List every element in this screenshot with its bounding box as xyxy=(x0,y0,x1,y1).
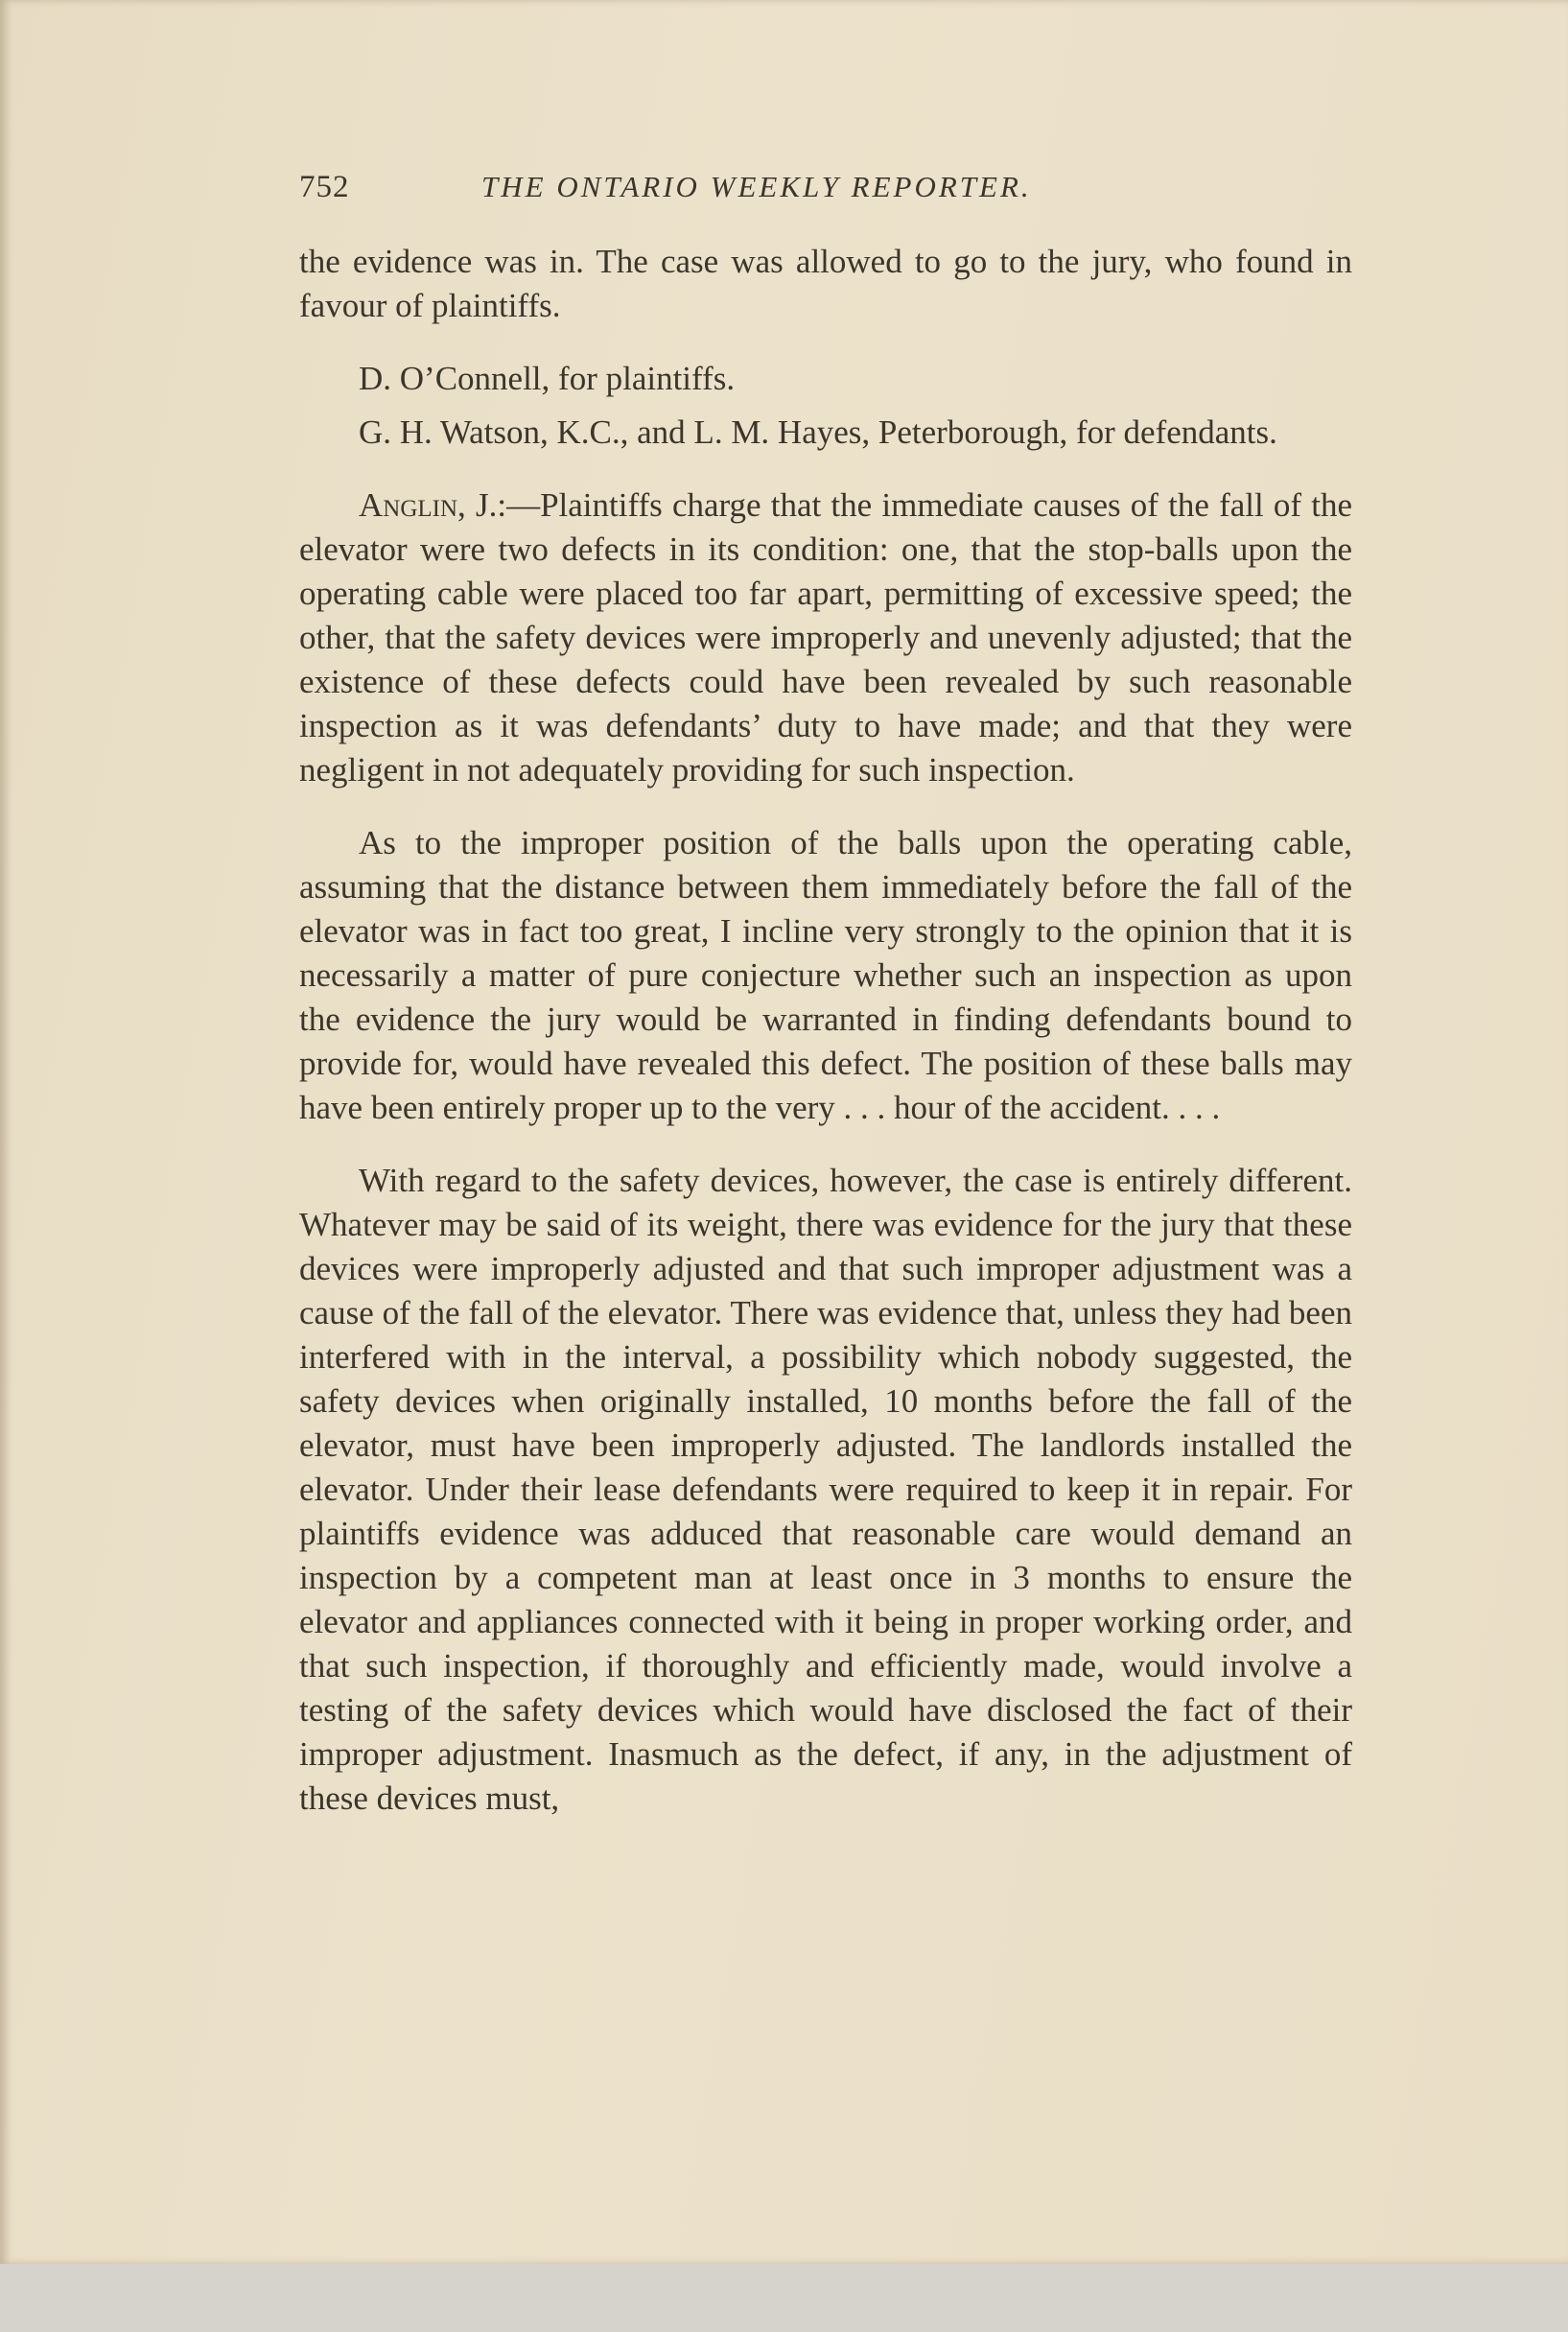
paragraph-safety-devices: With regard to the safety devices, however, the case is entirely different. Whatever may be said of its weight, there was evidence for the jury that these devices were improperly adjusted and that such improper adjustment was a cause of the fall of the elevator. There was evidence that, unless they had been interfered with in the interval, a possibility which nobody suggested, the safety devices when originally installed, 10 months before the fall of the elevator, must have been improperly adjusted. The landlords installed the elevator. Under their lease defendants were required to keep it in repair. For plaintiffs evidence was adduced that reasonable care would demand an inspection by a competent man at least once in 3 months to ensure the elevator and appliances connected with it being in proper working order, and that such inspection, if thoroughly and efficiently made, would involve a testing of the safety devices which would have disclosed the fact of their improper adjustment. Inasmuch as the defect, if any, in the adjustment of these devices must, xyxy=(299,1162,1352,1817)
page-content xyxy=(299,165,1352,1821)
running-title: THE ONTARIO WEEKLY REPORTER. xyxy=(481,170,1032,203)
paragraph-balls: As to the improper position of the balls upon the operating cable, assuming that the distance between them immediately before the fall of the elevator was in fact too great, I incline very strongly to the opinion that it is necessarily a matter of pure conjecture whether such an inspection as upon the evidence the jury would be warranted in finding defendants bound to provide for, would have revealed this defect. The position of these balls may have been entirely proper up to the very . . . hour of the accident. . . . xyxy=(299,824,1352,1126)
paragraph-continued: the evidence was in. The case was allowed to go to the jury, who found in favour of plaintiffs. xyxy=(299,243,1352,324)
running-header xyxy=(299,165,1352,213)
counsel-plaintiffs: D. O’Connell, for plaintiffs. xyxy=(359,360,736,397)
judge-name: Anglin, J. xyxy=(359,486,498,524)
counsel-defendants: G. H. Watson, K.C., and L. M. Hayes, Peterborough, for defendants. xyxy=(359,413,1277,451)
page-number: 752 xyxy=(299,170,350,204)
paragraph-judgment-body: :—Plaintiffs charge that the immediate causes of the fall of the elevator were two defects in its condition: one, that the stop-balls upon the operating cable were placed too far apart, permitting of excessive speed; the other, that the safety devices were improperly and unevenly adjusted; that the existence of these defects could have been revealed by such reasonable inspection as it was defendants’ duty to have made; and that they were negligent in not adequately providing for such inspection. xyxy=(299,486,1353,789)
paragraph-judgment xyxy=(299,483,1352,792)
scan-background xyxy=(0,2264,1568,2332)
